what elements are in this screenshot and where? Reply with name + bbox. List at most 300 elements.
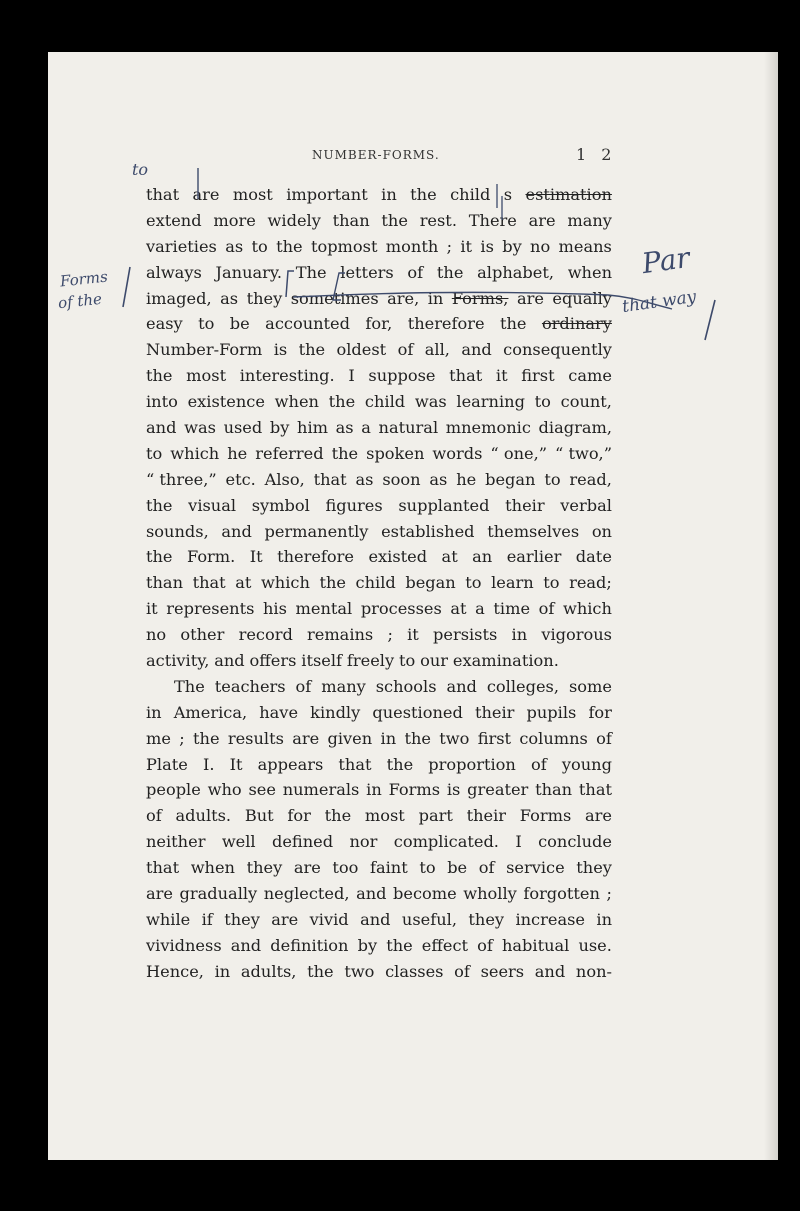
word: is bbox=[446, 780, 461, 800]
word: child bbox=[364, 392, 406, 412]
word: for, bbox=[365, 314, 393, 334]
word: freely bbox=[346, 651, 395, 671]
word: by bbox=[357, 935, 378, 955]
word: young bbox=[561, 754, 612, 774]
word: important bbox=[286, 185, 368, 204]
word: processes bbox=[360, 599, 442, 619]
word: teachers bbox=[214, 676, 286, 696]
word: I. bbox=[202, 754, 215, 774]
word: gradually bbox=[179, 884, 258, 904]
word: it bbox=[146, 599, 158, 619]
word: and bbox=[221, 521, 252, 541]
word: they bbox=[224, 909, 260, 929]
insertion-note-to: to bbox=[132, 160, 149, 179]
word: varieties bbox=[146, 236, 217, 256]
word: seers bbox=[480, 961, 525, 981]
word: at bbox=[441, 547, 458, 567]
word: for bbox=[588, 702, 612, 722]
word: that bbox=[313, 469, 347, 489]
word: read, bbox=[569, 469, 612, 489]
word: who bbox=[207, 780, 242, 800]
text-line bbox=[146, 622, 612, 648]
word: offers bbox=[249, 651, 297, 671]
word: questioned bbox=[372, 702, 463, 722]
word: most bbox=[364, 806, 405, 826]
word: verbal bbox=[560, 495, 612, 515]
word: supplanted bbox=[398, 495, 490, 515]
word: interesting. bbox=[239, 366, 335, 386]
text-line bbox=[146, 441, 612, 467]
word: in bbox=[427, 288, 444, 308]
word: itself bbox=[301, 651, 343, 671]
right-margin-note-par: Par bbox=[639, 240, 692, 281]
word: was bbox=[414, 392, 447, 412]
word: no bbox=[530, 236, 551, 256]
word: it bbox=[407, 625, 419, 645]
word: consequently bbox=[503, 340, 612, 360]
word: non- bbox=[575, 961, 612, 981]
word: learn bbox=[491, 573, 534, 593]
word: began bbox=[405, 573, 456, 593]
word: many bbox=[321, 676, 366, 696]
word: of bbox=[538, 599, 555, 619]
word: widely bbox=[267, 210, 321, 230]
word: they bbox=[468, 909, 505, 929]
word: I bbox=[348, 366, 355, 386]
word: figures bbox=[325, 495, 383, 515]
word: ; bbox=[606, 884, 612, 904]
text-line bbox=[146, 648, 612, 674]
text-line bbox=[146, 881, 612, 907]
word: Form. bbox=[186, 547, 236, 567]
word: The bbox=[174, 676, 205, 696]
word: extend bbox=[146, 210, 202, 230]
text-line bbox=[146, 311, 612, 337]
text-line bbox=[146, 363, 612, 389]
word: is bbox=[273, 340, 288, 360]
word: in bbox=[511, 625, 528, 645]
text-line bbox=[146, 286, 612, 312]
word: in bbox=[366, 780, 382, 800]
word: are bbox=[292, 728, 320, 748]
word: ordinary bbox=[541, 314, 612, 334]
word: most bbox=[232, 185, 273, 204]
word: he bbox=[456, 469, 477, 489]
word: well bbox=[221, 832, 256, 852]
word: are bbox=[516, 288, 544, 308]
word: the bbox=[146, 547, 173, 567]
word: as bbox=[355, 469, 374, 489]
text-line bbox=[146, 234, 612, 260]
word: many bbox=[567, 210, 612, 230]
word: learning bbox=[456, 392, 525, 412]
word: their bbox=[474, 702, 515, 722]
word: colleges, bbox=[486, 676, 559, 696]
word: child bbox=[355, 573, 396, 593]
word: effect bbox=[421, 935, 469, 955]
word: adults. bbox=[175, 806, 232, 826]
word: into bbox=[146, 392, 178, 412]
word: adults, bbox=[240, 961, 297, 981]
word: on bbox=[591, 521, 612, 541]
word: equally bbox=[552, 288, 612, 308]
word: the bbox=[404, 728, 431, 748]
word: and bbox=[534, 961, 566, 981]
word: to bbox=[543, 573, 560, 593]
word: are bbox=[146, 884, 173, 904]
text-line bbox=[146, 803, 612, 829]
word: Forms bbox=[519, 806, 572, 826]
word: mnemonic bbox=[445, 418, 531, 438]
word: I bbox=[515, 832, 522, 852]
word: other bbox=[180, 625, 225, 645]
word: “ three,” bbox=[146, 469, 217, 489]
word: a bbox=[361, 418, 371, 438]
word: “ one,” bbox=[490, 443, 548, 463]
text-line bbox=[146, 337, 612, 363]
left-margin-note-forms: Forms bbox=[59, 267, 109, 291]
word: results bbox=[227, 728, 284, 748]
word: words bbox=[432, 443, 483, 463]
word: diagram, bbox=[538, 418, 612, 438]
word: vigorous bbox=[541, 625, 612, 645]
word: oldest bbox=[336, 340, 387, 360]
word: spoken bbox=[366, 443, 425, 463]
word: complicated. bbox=[393, 832, 499, 852]
word: that bbox=[449, 366, 483, 386]
word: therefore bbox=[277, 547, 354, 567]
word: than bbox=[535, 780, 573, 800]
word: came bbox=[568, 366, 612, 386]
word: persists bbox=[433, 625, 498, 645]
word: estimation bbox=[525, 185, 612, 204]
word: of bbox=[530, 754, 547, 774]
word: child bbox=[450, 185, 491, 204]
word: faint bbox=[369, 858, 408, 878]
word: our bbox=[420, 651, 449, 671]
word: the bbox=[381, 210, 408, 230]
word: the bbox=[276, 236, 303, 256]
text-line bbox=[146, 182, 612, 208]
word: all, bbox=[424, 340, 450, 360]
text-line bbox=[146, 777, 612, 803]
word: kindly bbox=[310, 702, 361, 722]
word: service bbox=[506, 858, 565, 878]
word: the bbox=[193, 728, 220, 748]
text-line bbox=[146, 674, 612, 700]
word: referred bbox=[255, 443, 324, 463]
word: are bbox=[585, 806, 612, 826]
word: useful, bbox=[401, 909, 457, 929]
word: to bbox=[251, 236, 268, 256]
word: vividness bbox=[146, 935, 222, 955]
word: examination. bbox=[452, 651, 559, 671]
word: therefore bbox=[407, 314, 485, 334]
word: easy bbox=[146, 314, 183, 334]
word: to bbox=[398, 651, 416, 671]
word: topmost bbox=[310, 236, 378, 256]
word: are bbox=[192, 185, 220, 204]
word: time bbox=[493, 599, 531, 619]
word: Number-Form bbox=[146, 340, 263, 360]
word: to bbox=[465, 573, 482, 593]
word: Forms bbox=[388, 780, 441, 800]
text-line bbox=[146, 933, 612, 959]
left-margin-stroke bbox=[123, 267, 130, 307]
word: which bbox=[562, 599, 612, 619]
word: nor bbox=[349, 832, 378, 852]
word: at bbox=[450, 599, 467, 619]
text-line bbox=[146, 467, 612, 493]
word: when bbox=[274, 392, 319, 412]
word: There bbox=[468, 210, 517, 230]
word: Hence, bbox=[146, 961, 204, 981]
word: of bbox=[477, 935, 493, 955]
word: forgotten bbox=[523, 884, 600, 904]
word: It bbox=[249, 547, 263, 567]
word: Forms, bbox=[451, 288, 509, 308]
word: to bbox=[544, 469, 561, 489]
word: he bbox=[227, 443, 248, 463]
word: given bbox=[327, 728, 373, 748]
text-line bbox=[146, 596, 612, 622]
word: read; bbox=[569, 573, 612, 593]
word: if bbox=[201, 909, 213, 929]
word: and bbox=[356, 884, 387, 904]
word: in bbox=[380, 728, 397, 748]
word: their bbox=[505, 495, 545, 515]
word: too bbox=[332, 858, 359, 878]
word: of bbox=[146, 806, 162, 826]
word: America, bbox=[173, 702, 248, 722]
word: means bbox=[558, 236, 612, 256]
text-line bbox=[146, 544, 612, 570]
text-line bbox=[146, 907, 612, 933]
word: his bbox=[263, 599, 287, 619]
page-number: 1 2 bbox=[576, 145, 617, 164]
word: an bbox=[472, 547, 493, 567]
word: in bbox=[596, 909, 612, 929]
text-line bbox=[146, 726, 612, 752]
word: some bbox=[568, 676, 612, 696]
word: permanently bbox=[264, 521, 369, 541]
word: no bbox=[146, 625, 167, 645]
word: sometimes bbox=[290, 288, 379, 308]
word: rest. bbox=[419, 210, 457, 230]
word: ; bbox=[446, 236, 453, 256]
word: of bbox=[295, 676, 312, 696]
word: two bbox=[439, 728, 470, 748]
word: imaged, bbox=[146, 288, 212, 308]
word: numerals bbox=[282, 780, 360, 800]
word: me bbox=[146, 728, 171, 748]
text-line bbox=[146, 959, 612, 985]
word: of bbox=[454, 961, 470, 981]
word: him bbox=[297, 418, 328, 438]
word: always bbox=[146, 262, 202, 282]
word: sounds, bbox=[146, 521, 209, 541]
word: earlier bbox=[506, 547, 562, 567]
word: suppose bbox=[368, 366, 436, 386]
word: But bbox=[244, 806, 274, 826]
word: see bbox=[248, 780, 276, 800]
word: accounted bbox=[265, 314, 350, 334]
word: soon bbox=[382, 469, 421, 489]
word: at bbox=[235, 573, 252, 593]
word: columns bbox=[519, 728, 588, 748]
word: neglected, bbox=[263, 884, 350, 904]
word: it bbox=[495, 366, 508, 386]
word: first bbox=[477, 728, 512, 748]
word: month bbox=[385, 236, 439, 256]
word: that bbox=[146, 858, 180, 878]
word: and bbox=[461, 340, 492, 360]
word: when bbox=[190, 858, 235, 878]
right-margin-stroke bbox=[705, 300, 715, 340]
word: are bbox=[528, 210, 556, 230]
word: the bbox=[319, 573, 346, 593]
word: as bbox=[225, 236, 244, 256]
text-line bbox=[146, 752, 612, 778]
text-line bbox=[146, 829, 612, 855]
word: people bbox=[146, 780, 201, 800]
word: themselves bbox=[487, 521, 580, 541]
word: classes bbox=[385, 961, 444, 981]
word: existence bbox=[187, 392, 265, 412]
word: as bbox=[220, 288, 239, 308]
running-head: NUMBER-FORMS. bbox=[312, 148, 440, 162]
word: they bbox=[576, 858, 612, 878]
book-page bbox=[48, 52, 778, 1160]
word: the bbox=[386, 754, 414, 774]
word: natural bbox=[378, 418, 439, 438]
word: appears bbox=[257, 754, 324, 774]
text-line bbox=[146, 415, 612, 441]
word: the bbox=[386, 935, 413, 955]
word: as bbox=[335, 418, 354, 438]
word: be bbox=[447, 858, 468, 878]
word: have bbox=[259, 702, 299, 722]
word: ; bbox=[387, 625, 393, 645]
word: used bbox=[223, 418, 263, 438]
word: the bbox=[298, 340, 326, 360]
text-line bbox=[146, 570, 612, 596]
word: Also, bbox=[264, 469, 305, 489]
text-line bbox=[146, 208, 612, 234]
word: habitual bbox=[501, 935, 570, 955]
word: and bbox=[360, 909, 391, 929]
word: of bbox=[407, 262, 424, 282]
word: use. bbox=[578, 935, 612, 955]
word: that bbox=[146, 185, 180, 204]
word: than bbox=[332, 210, 370, 230]
word: the bbox=[146, 495, 173, 515]
word: activity, bbox=[146, 651, 210, 671]
word: which bbox=[170, 443, 220, 463]
word: than bbox=[146, 573, 184, 593]
word: they bbox=[246, 288, 283, 308]
word: the bbox=[328, 392, 356, 412]
word: conclude bbox=[538, 832, 612, 852]
word: wholly bbox=[463, 884, 517, 904]
word: be bbox=[229, 314, 250, 334]
word: in bbox=[214, 961, 231, 981]
word: the bbox=[436, 262, 464, 282]
text-line bbox=[146, 260, 612, 286]
word: when bbox=[567, 262, 612, 282]
word: the bbox=[307, 961, 334, 981]
word: the bbox=[324, 806, 352, 826]
word: remains bbox=[307, 625, 374, 645]
word: “ two,” bbox=[555, 443, 612, 463]
word: first bbox=[521, 366, 555, 386]
text-line bbox=[146, 700, 612, 726]
word: and bbox=[230, 935, 262, 955]
word: it bbox=[460, 236, 473, 256]
word: letters bbox=[340, 262, 394, 282]
word: and bbox=[446, 676, 477, 696]
word: definition bbox=[270, 935, 349, 955]
word: greater bbox=[467, 780, 529, 800]
word: two bbox=[344, 961, 375, 981]
word: schools bbox=[375, 676, 437, 696]
word: It bbox=[229, 754, 243, 774]
word: to bbox=[198, 314, 215, 334]
word: record bbox=[238, 625, 293, 645]
word: that bbox=[338, 754, 372, 774]
word: a bbox=[475, 599, 485, 619]
word: to bbox=[534, 392, 551, 412]
word: that bbox=[192, 573, 226, 593]
word: they bbox=[246, 858, 283, 878]
word: of bbox=[397, 340, 414, 360]
word: existed bbox=[368, 547, 428, 567]
word: and bbox=[146, 418, 177, 438]
word: etc. bbox=[225, 469, 256, 489]
word: which bbox=[260, 573, 310, 593]
word: their bbox=[466, 806, 507, 826]
word: by bbox=[269, 418, 290, 438]
word: while bbox=[146, 909, 191, 929]
word: in bbox=[146, 702, 162, 722]
word: most bbox=[186, 366, 227, 386]
word: Plate bbox=[146, 754, 188, 774]
word: began bbox=[485, 469, 536, 489]
text-line bbox=[146, 493, 612, 519]
word: become bbox=[393, 884, 457, 904]
word: for bbox=[287, 806, 311, 826]
word: vivid bbox=[309, 909, 349, 929]
word: the bbox=[410, 185, 437, 204]
left-margin-note-of-the: of the bbox=[57, 289, 103, 313]
word: by bbox=[502, 236, 522, 256]
text-line bbox=[146, 855, 612, 881]
word: established bbox=[381, 521, 475, 541]
word: The bbox=[295, 262, 327, 282]
word: neither bbox=[146, 832, 206, 852]
word: s bbox=[503, 185, 513, 204]
word: part bbox=[418, 806, 453, 826]
word: and bbox=[214, 651, 245, 671]
word: the bbox=[500, 314, 527, 334]
text-line bbox=[146, 389, 612, 415]
word: is bbox=[480, 236, 494, 256]
word: are bbox=[293, 858, 321, 878]
text-line bbox=[146, 519, 612, 545]
word: pupils bbox=[526, 702, 577, 722]
word: of bbox=[478, 858, 495, 878]
word: in bbox=[381, 185, 397, 204]
